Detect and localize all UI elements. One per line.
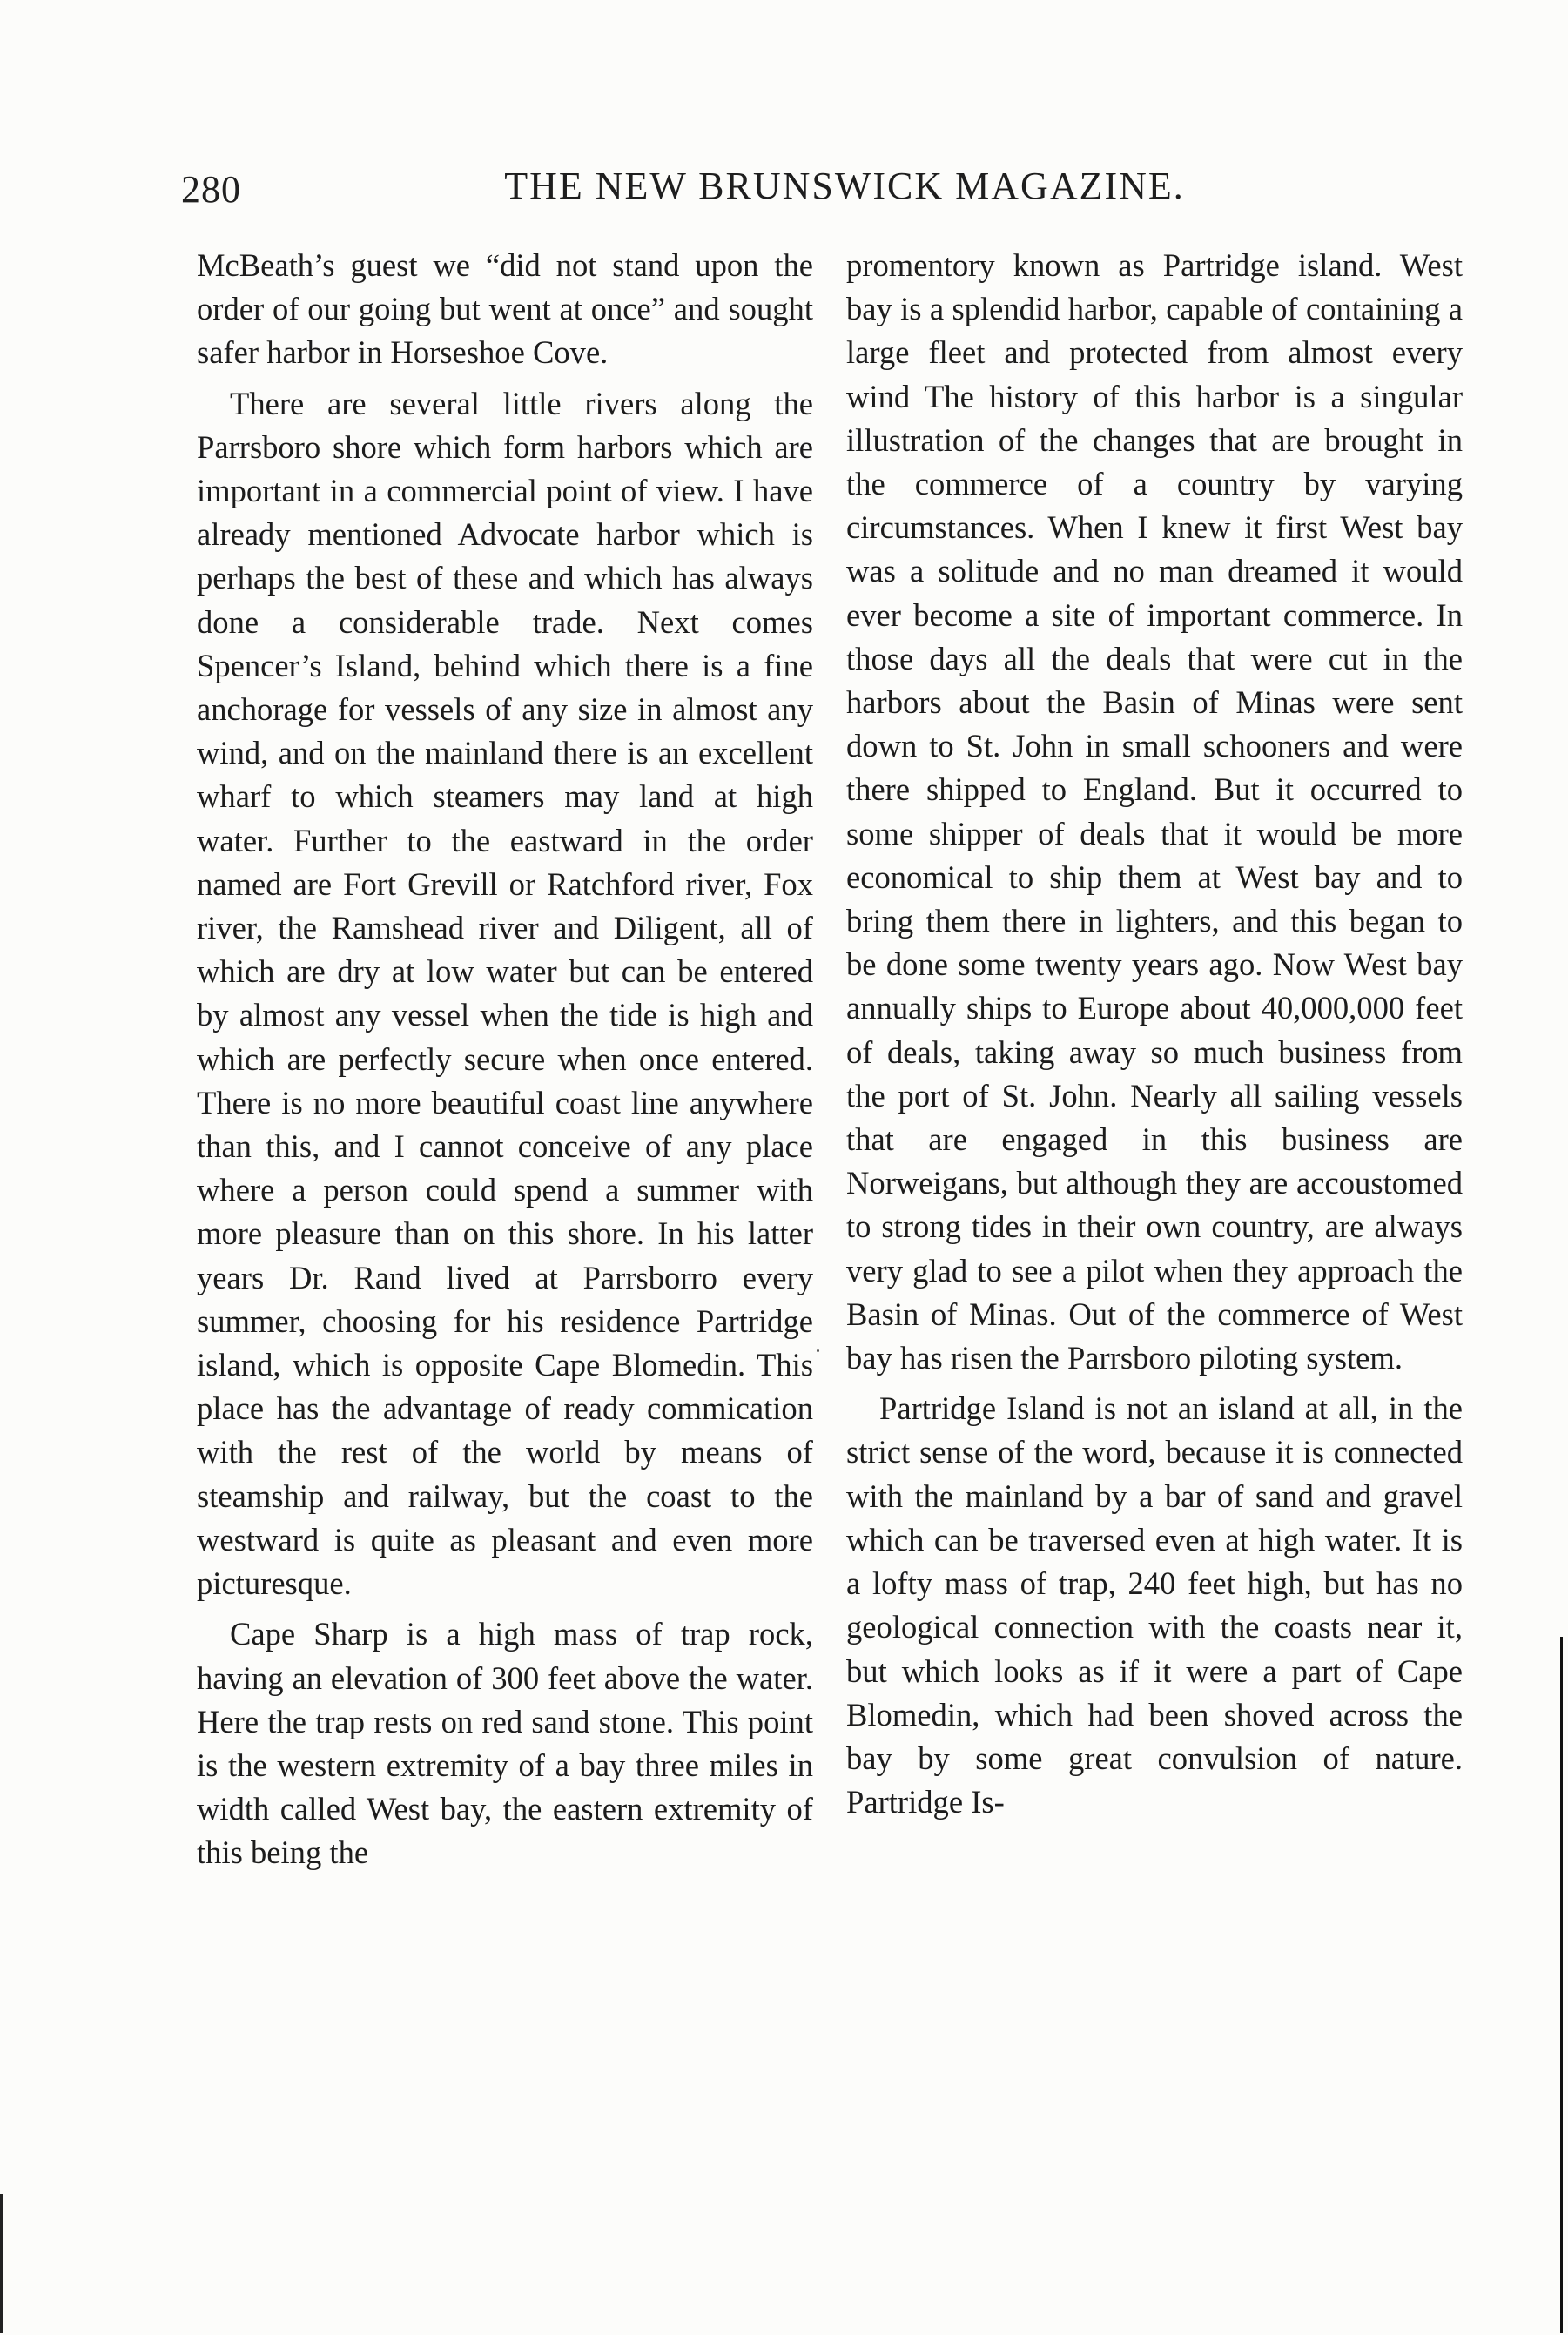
gutter-speck: [817, 1349, 819, 1352]
right-paragraph-2: Partridge Island is not an island at all, in the strict sense of the word, because it is connected with the mainland by a bar of sand and gravel which can be traversed even at high water. It is a lofty mass of trap, 240 feet high, but has no geological connection with the coasts near it, but which looks as if it were a part of Cape Blomedin, which had been shoved across the bay by some great convulsion of nature. Partridge Is-: [846, 1390, 1463, 1820]
right-margin-scan-edge: [1560, 1637, 1563, 2333]
left-margin-scan-edge: [0, 2194, 3, 2333]
running-title: THE NEW BRUNSWICK MAGAZINE.: [504, 165, 1185, 207]
left-paragraph-3: Cape Sharp is a high mass of trap rock, having an elevation of 300 feet above the water. Here the trap rests on red sand stone. This point is the western extremity of a bay three miles in width called West bay, the eastern extremity of this being the: [197, 1616, 813, 1871]
left-paragraph-1: McBeath’s guest we “did not stand upon the order of our going but went at once” and sought safer harbor in Horseshoe Cove.: [197, 247, 813, 371]
left-column: [197, 244, 813, 1875]
page-number: 280: [181, 168, 241, 211]
right-paragraph-1: promentory known as Partridge island. West bay is a splendid harbor, capable of containing a large fleet and protected from almost every wind The history of this harbor is a singular illustration of the changes that are brought in the commerce of a country by varying circumstances. When I knew it first West bay was a solitude and no man dreamed it would ever become a site of important commerce. In those days all the deals that were cut in the harbors about the Basin of Minas were sent down to St. John in small schooners and were there shipped to England. But it occurred to some shipper of deals that it would be more economical to ship them at West bay and to bring them there in lighters, and this began to be done some twenty years ago. Now West bay annually ships to Europe about 40,000,000 feet of deals, taking away so much business from the port of St. John. Nearly all sailing vessels that are engaged in this business are Norweigans, but although they are accoustomed to strong tides in their own country, are always very glad to see a pilot when they approach the Basin of Minas. Out of the commerce of West bay has risen the Parrsboro piloting system.: [846, 247, 1463, 1376]
left-paragraph-2: There are several little rivers along the Parrsboro shore which form harbors which are important in a commercial point of view. I have already mentioned Advocate harbor which is perhaps the best of these and which has always done a considerable trade. Next comes Spencer’s Island, behind which there is a fine anchorage for vessels of any size in almost any wind, and on the mainland there is an excellent wharf to which steamers may land at high water. Further to the eastward in the order named are Fort Grevill or Ratchford river, Fox river, the Ramshead river and Diligent, all of which are dry at low water but can be entered by almost any vessel when the tide is high and which are perfectly secure when once entered. There is no more beautiful coast line anywhere than this, and I cannot conceive of any place where a person could spend a summer with more pleasure than on this shore. In his latter years Dr. Rand lived at Parrsborro every summer, choosing for his residence Partridge island, which is opposite Cape Blomedin. This place has the advantage of ready commication with the rest of the world by means of steamship and railway, but the coast to the westward is quite as pleasant and even more picturesque.: [197, 385, 813, 1602]
right-column: [846, 244, 1463, 1824]
